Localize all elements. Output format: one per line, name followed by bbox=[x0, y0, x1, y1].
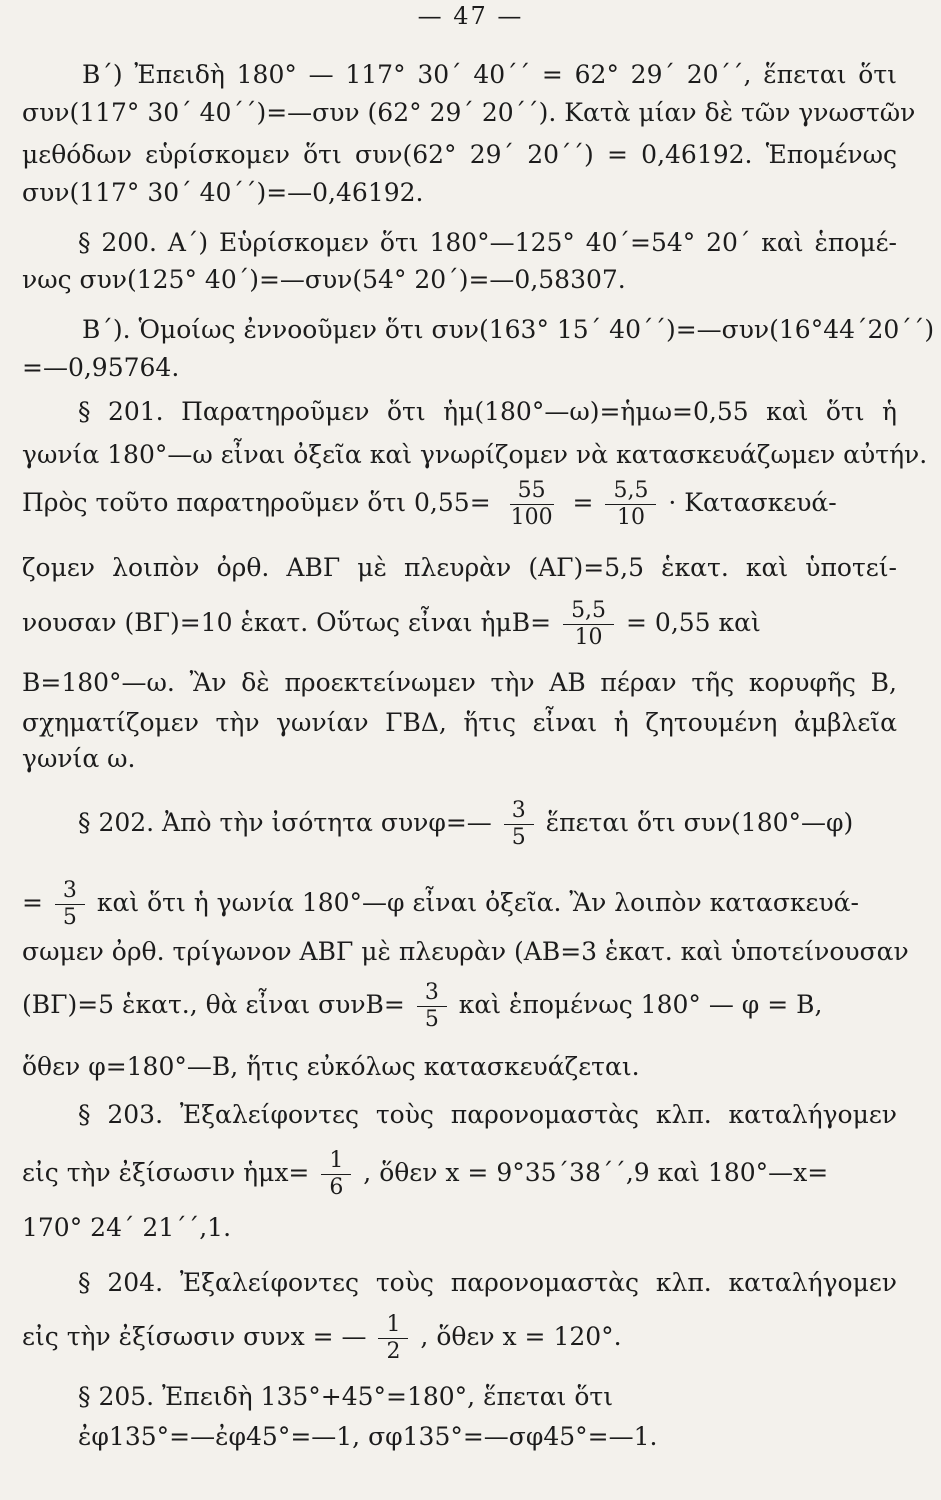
fraction-denominator: 10 bbox=[574, 625, 603, 650]
eq-text: = 0,55 καὶ bbox=[626, 608, 761, 637]
text-line: § 201. Παρατηροῦμεν ὅτι ἡμ(180°—ω)=ἡμω=0,55 καὶ ὅτι ἡ bbox=[78, 397, 897, 426]
fraction bbox=[321, 1148, 351, 1201]
equation-line bbox=[78, 798, 897, 851]
fraction-denominator: 10 bbox=[616, 505, 645, 530]
fraction-numerator: 55 bbox=[510, 478, 554, 505]
fraction-denominator: 2 bbox=[386, 1339, 401, 1364]
eq-text: ἕπεται ὅτι συν(180°—φ) bbox=[545, 808, 854, 837]
text-line: Β΄). Ὁμοίως ἐννοοῦμεν ὅτι συν(163° 15΄ 40΄΄)=—συν(16°44΄20΄΄) bbox=[82, 315, 935, 344]
fraction bbox=[504, 798, 534, 851]
eq-text: καὶ ὅτι ἡ γωνία 180°—φ εἶναι ὀξεῖα. Ἂν λοιπὸν κατασκευά- bbox=[96, 888, 860, 917]
text-line: ὅθεν φ=180°—Β, ἥτις εὐκόλως κατασκευάζεται. bbox=[22, 1052, 640, 1081]
fraction bbox=[417, 980, 447, 1033]
eq-text: εἰς τὴν ἐξίσωσιν ἡμx= bbox=[22, 1158, 310, 1187]
eq-text: νουσαν (ΒΓ)=10 ἑκατ. Οὕτως εἶναι ἡμΒ= bbox=[22, 608, 552, 637]
text-line: σχηματίζομεν τὴν γωνίαν ΓΒΔ, ἥτις εἶναι ἡ ζητουμένη ἀμβλεῖα bbox=[22, 708, 897, 737]
text-line: μεθόδων εὑρίσκομεν ὅτι συν(62° 29΄ 20΄΄) = 0,46192. Ἑπομένως bbox=[22, 140, 897, 169]
eq-text: εἰς τὴν ἐξίσωσιν συνx = — bbox=[22, 1322, 367, 1351]
equation-line bbox=[22, 878, 897, 931]
eq-text: (ΒΓ)=5 ἑκατ., θὰ εἶναι συνΒ= bbox=[22, 990, 405, 1019]
text-line: Β΄) Ἐπειδὴ 180° — 117° 30΄ 40΄΄ = 62° 29΄ 20΄΄, ἕπεται ὅτι bbox=[82, 60, 897, 89]
text-line: § 204. Ἐξαλείφοντες τοὺς παρονομαστὰς κλπ. καταλήγομεν bbox=[78, 1268, 897, 1297]
equation-line bbox=[22, 980, 897, 1033]
eq-text: Πρὸς τοῦτο παρατηροῦμεν ὅτι 0,55= bbox=[22, 488, 491, 517]
text-line: § 205. Ἐπειδὴ 135°+45°=180°, ἕπεται ὅτι bbox=[78, 1382, 614, 1411]
fraction-numerator: 1 bbox=[321, 1148, 351, 1175]
text-line: ζομεν λοιπὸν ὀρθ. ΑΒΓ μὲ πλευρὰν (ΑΓ)=5,5 ἑκατ. καὶ ὑποτεί- bbox=[22, 553, 897, 582]
equation-line bbox=[22, 1148, 897, 1201]
fraction bbox=[55, 878, 85, 931]
eq-text: = bbox=[22, 888, 43, 917]
text-line: συν(117° 30΄ 40΄΄)=—συν (62° 29΄ 20΄΄). Κατὰ μίαν δὲ τῶν γνωστῶν bbox=[22, 98, 916, 127]
text-line: 170° 24΄ 21΄΄,1. bbox=[22, 1213, 232, 1242]
fraction-denominator: 100 bbox=[510, 505, 553, 530]
text-line: νως συν(125° 40΄)=—συν(54° 20΄)=—0,58307. bbox=[22, 265, 626, 294]
fraction-numerator: 5,5 bbox=[605, 478, 656, 505]
fraction-numerator: 3 bbox=[55, 878, 85, 905]
equation-line bbox=[22, 478, 897, 531]
text-line: § 203. Ἐξαλείφοντες τοὺς παρονομαστὰς κλπ. καταλήγομεν bbox=[78, 1100, 897, 1129]
fraction bbox=[563, 598, 614, 651]
text-line: συν(117° 30΄ 40΄΄)=—0,46192. bbox=[22, 178, 424, 207]
fraction-numerator: 1 bbox=[378, 1312, 408, 1339]
fraction bbox=[503, 478, 561, 531]
text-line: γωνία ω. bbox=[22, 744, 136, 773]
equation-line bbox=[22, 598, 897, 651]
eq-text: · Κατασκευά- bbox=[668, 488, 837, 517]
text-line: § 200. Α΄) Εὑρίσκομεν ὅτι 180°—125° 40΄=54° 20΄ καὶ ἑπομέ- bbox=[78, 228, 897, 257]
text-line: =—0,95764. bbox=[22, 353, 180, 382]
equation-line bbox=[22, 1312, 897, 1365]
text-line: Β=180°—ω. Ἂν δὲ προεκτείνωμεν τὴν ΑΒ πέραν τῆς κορυφῆς Β, bbox=[22, 668, 897, 697]
page-number: — 47 — bbox=[417, 2, 524, 30]
eq-text: καὶ ἑπομένως 180° — φ = Β, bbox=[458, 990, 823, 1019]
text-line: σωμεν ὀρθ. τρίγωνον ΑΒΓ μὲ πλευρὰν (ΑΒ=3 ἑκατ. καὶ ὑποτείνουσαν bbox=[22, 937, 909, 966]
eq-text: , ὅθεν x = 120°. bbox=[420, 1322, 622, 1351]
fraction-denominator: 5 bbox=[511, 825, 526, 850]
eq-text: § 202. Ἀπὸ τὴν ἰσότητα συνφ=— bbox=[78, 808, 492, 837]
fraction bbox=[605, 478, 656, 531]
fraction-numerator: 3 bbox=[504, 798, 534, 825]
fraction bbox=[378, 1312, 408, 1365]
fraction-numerator: 3 bbox=[417, 980, 447, 1007]
fraction-denominator: 6 bbox=[329, 1175, 344, 1200]
fraction-denominator: 5 bbox=[424, 1007, 439, 1032]
eq-text: = bbox=[572, 488, 594, 517]
eq-text: , ὅθεν x = 9°35΄38΄΄,9 καὶ 180°—x= bbox=[363, 1158, 829, 1187]
text-line: γωνία 180°—ω εἶναι ὀξεῖα καὶ γνωρίζομεν νὰ κατασκευάζωμεν αὐτήν. bbox=[22, 440, 928, 469]
fraction-numerator: 5,5 bbox=[563, 598, 614, 625]
text-line: ἐφ135°=—ἐφ45°=—1, σφ135°=—σφ45°=—1. bbox=[78, 1422, 658, 1451]
fraction-denominator: 5 bbox=[62, 905, 77, 930]
